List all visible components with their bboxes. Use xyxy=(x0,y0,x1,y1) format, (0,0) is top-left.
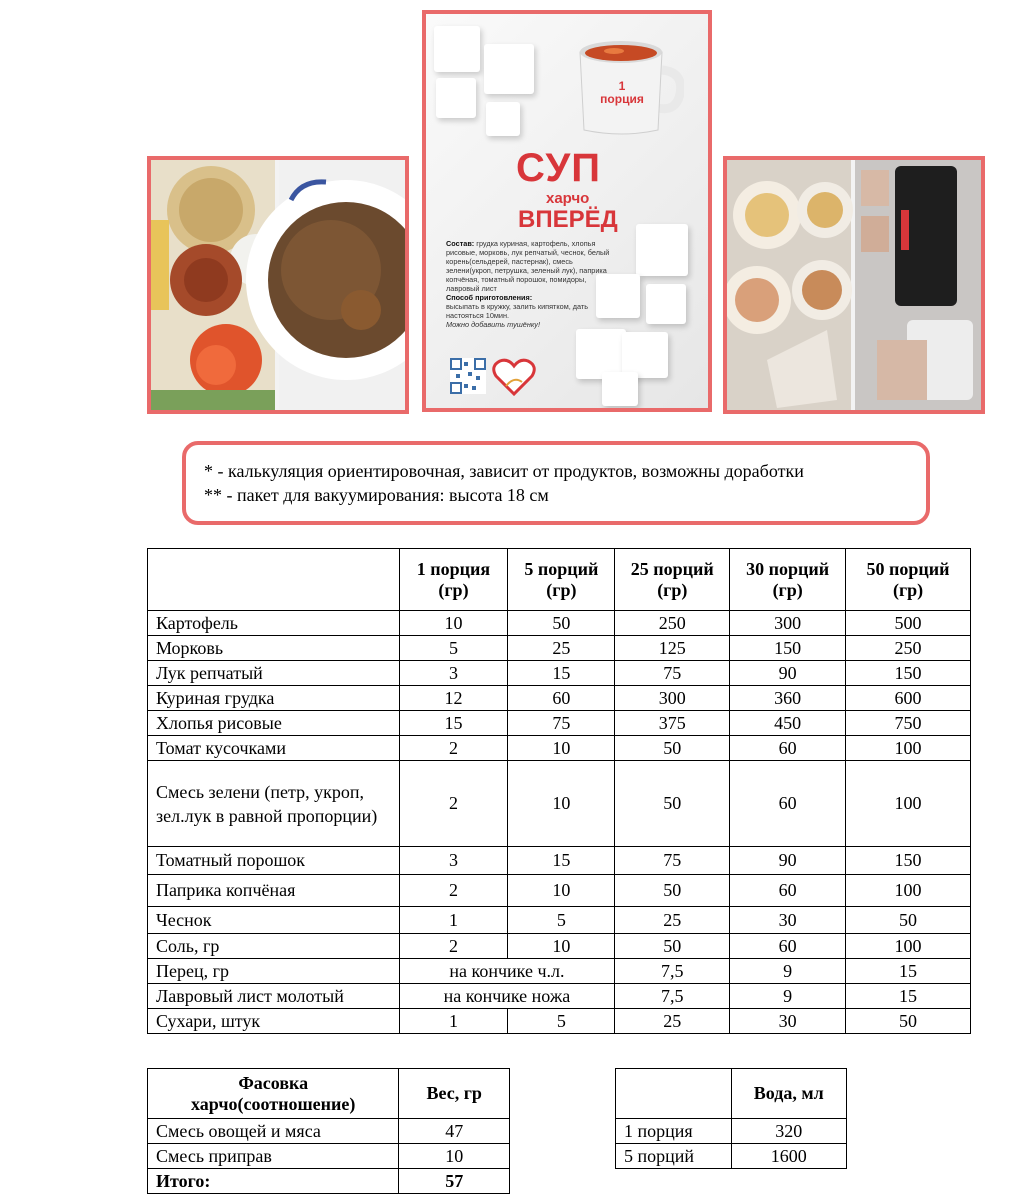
decor-tile xyxy=(486,102,520,136)
value-cell: 125 xyxy=(615,636,730,661)
value-cell: 450 xyxy=(730,711,846,736)
method-label: Способ приготовления: xyxy=(446,293,533,302)
value-cell: 1 xyxy=(399,1009,508,1034)
value-cell: 375 xyxy=(615,711,730,736)
value-cell: 15 xyxy=(399,711,508,736)
value-cell: 25 xyxy=(508,636,615,661)
decor-tile xyxy=(484,44,534,94)
packing-table xyxy=(147,1068,510,1194)
water-value: 320 xyxy=(731,1119,846,1144)
table-row xyxy=(148,984,971,1009)
value-cell: 1 xyxy=(399,907,508,934)
ingredient-name: Томат кусочками xyxy=(148,736,400,761)
decor-tile xyxy=(434,26,480,72)
value-cell: 60 xyxy=(508,686,615,711)
value-cell: 50 xyxy=(846,1009,971,1034)
value-cell: 600 xyxy=(846,686,971,711)
value-cell: 90 xyxy=(730,847,846,875)
spices-soup-image xyxy=(151,160,405,410)
ingredients-table xyxy=(147,548,971,1034)
header-cell: 30 порций (гр) xyxy=(730,549,846,611)
value-cell: 50 xyxy=(615,736,730,761)
header-cell xyxy=(616,1069,732,1119)
value-cell: 60 xyxy=(730,736,846,761)
value-cell: 2 xyxy=(399,934,508,959)
value-cell: 500 xyxy=(846,611,971,636)
header-cell: Вода, мл xyxy=(731,1069,846,1119)
ingredient-name: Хлопья рисовые xyxy=(148,711,400,736)
note-line: * - калькуляция ориентировочная, зависит от продуктов, возможны доработки xyxy=(204,461,804,481)
spices-soup-photo xyxy=(147,156,409,414)
method-text: высыпать в кружку, залить кипятком, дать настояться 10мин. xyxy=(446,302,589,320)
pack-total-value: 57 xyxy=(399,1169,510,1194)
extra-text: Можно добавить тушёнку! xyxy=(446,320,540,329)
value-cell: 15 xyxy=(508,847,615,875)
table-row xyxy=(148,875,971,907)
value-cell: 75 xyxy=(615,661,730,686)
value-cell: 50 xyxy=(508,611,615,636)
value-cell: 15 xyxy=(846,984,971,1009)
table-row xyxy=(616,1144,847,1169)
table-row xyxy=(616,1119,847,1144)
value-cell: 75 xyxy=(508,711,615,736)
value-cell: 10 xyxy=(508,934,615,959)
value-cell: 7,5 xyxy=(615,984,730,1009)
value-cell: 750 xyxy=(846,711,971,736)
value-cell: 100 xyxy=(846,934,971,959)
table-row xyxy=(148,1009,971,1034)
value-cell: 25 xyxy=(615,1009,730,1034)
table-header-row xyxy=(616,1069,847,1119)
decor-tile xyxy=(646,284,686,324)
table-row xyxy=(148,686,971,711)
value-cell: 3 xyxy=(399,847,508,875)
value-cell: 100 xyxy=(846,736,971,761)
header-cell: 1 порция (гр) xyxy=(399,549,508,611)
value-cell: 2 xyxy=(399,736,508,761)
water-portion: 1 порция xyxy=(616,1119,732,1144)
pack-value: 47 xyxy=(399,1119,510,1144)
value-cell: 60 xyxy=(730,934,846,959)
decor-tile xyxy=(436,78,476,118)
heart-logo-icon xyxy=(492,358,536,396)
value-cell: 90 xyxy=(730,661,846,686)
table-row xyxy=(148,959,971,984)
table-row xyxy=(148,736,971,761)
table-row xyxy=(148,1119,510,1144)
value-cell: 2 xyxy=(399,761,508,847)
pack-value: 10 xyxy=(399,1144,510,1169)
composition-text: грудка куриная, картофель, хлопья рисовые, морковь, лук репчатый, чеснок, белый корень(сельдерей, пастернак), смесь зелени(укроп, петрушка, зеленый лук), паприка копчёная, томатный порошок, помидоры, лавровый лист xyxy=(446,239,610,293)
ingredient-name: Перец, гр xyxy=(148,959,400,984)
value-cell: 10 xyxy=(508,761,615,847)
value-cell: 75 xyxy=(615,847,730,875)
value-cell: 12 xyxy=(399,686,508,711)
ingredient-name: Паприка копчёная xyxy=(148,875,400,907)
value-cell: 100 xyxy=(846,761,971,847)
table-header-row xyxy=(148,549,971,611)
value-cell: 10 xyxy=(508,875,615,907)
value-cell: 100 xyxy=(846,875,971,907)
value-cell: 7,5 xyxy=(615,959,730,984)
value-cell: 2 xyxy=(399,875,508,907)
value-cell: 360 xyxy=(730,686,846,711)
ingredient-name: Картофель xyxy=(148,611,400,636)
poster-subtitle: харчо xyxy=(546,190,590,207)
table-row xyxy=(148,711,971,736)
ingredient-name: Смесь зелени (петр, укроп, зел.лук в равной пропорции) xyxy=(148,761,400,847)
value-cell: 30 xyxy=(730,1009,846,1034)
header-cell: 50 порций (гр) xyxy=(846,549,971,611)
ingredient-name: Сухари, штук xyxy=(148,1009,400,1034)
poster-subtitle-2: ВПЕРЁД xyxy=(518,206,618,233)
decor-tile xyxy=(602,372,638,406)
table-row xyxy=(148,934,971,959)
table-row xyxy=(148,761,971,847)
value-cell: 5 xyxy=(508,1009,615,1034)
table-row xyxy=(148,1169,510,1194)
value-cell: 50 xyxy=(615,934,730,959)
ingredient-name: Лук репчатый xyxy=(148,661,400,686)
water-portion: 5 порций xyxy=(616,1144,732,1169)
value-cell: 300 xyxy=(615,686,730,711)
mug-label: 1 порция xyxy=(600,79,644,106)
water-value: 1600 xyxy=(731,1144,846,1169)
table-row xyxy=(148,661,971,686)
value-cell: 50 xyxy=(615,875,730,907)
note-line: ** - пакет для вакуумирования: высота 18 см xyxy=(204,485,549,505)
value-cell: 5 xyxy=(508,907,615,934)
product-poster xyxy=(422,10,712,412)
table-row xyxy=(148,636,971,661)
header-cell: Вес, гр xyxy=(399,1069,510,1119)
value-cell: 15 xyxy=(508,661,615,686)
value-cell: 60 xyxy=(730,875,846,907)
value-cell: 150 xyxy=(730,636,846,661)
value-cell: 30 xyxy=(730,907,846,934)
value-cell: 9 xyxy=(730,959,846,984)
ingredient-name: Лавровый лист молотый xyxy=(148,984,400,1009)
ingredient-name: Куриная грудка xyxy=(148,686,400,711)
value-cell: 150 xyxy=(846,847,971,875)
value-cell: 3 xyxy=(399,661,508,686)
pack-name: Смесь овощей и мяса xyxy=(148,1119,399,1144)
header-cell: Фасовка харчо(соотношение) xyxy=(148,1069,399,1119)
header-cell: 25 порций (гр) xyxy=(615,549,730,611)
decor-tile xyxy=(636,224,688,276)
packaging-photo xyxy=(723,156,985,414)
value-cell: 50 xyxy=(846,907,971,934)
value-cell-merged: на кончике ножа xyxy=(399,984,615,1009)
value-cell: 15 xyxy=(846,959,971,984)
value-cell: 10 xyxy=(399,611,508,636)
water-table xyxy=(615,1068,847,1169)
composition-label: Состав: xyxy=(446,239,475,248)
ingredient-name: Томатный порошок xyxy=(148,847,400,875)
ingredient-name: Чеснок xyxy=(148,907,400,934)
value-cell: 150 xyxy=(846,661,971,686)
ingredient-name: Морковь xyxy=(148,636,400,661)
value-cell: 300 xyxy=(730,611,846,636)
value-cell: 50 xyxy=(615,761,730,847)
pack-name: Смесь приправ xyxy=(148,1144,399,1169)
value-cell: 250 xyxy=(846,636,971,661)
poster-description xyxy=(446,239,616,329)
poster-title: СУП xyxy=(516,146,601,190)
value-cell: 60 xyxy=(730,761,846,847)
value-cell: 10 xyxy=(508,736,615,761)
header-cell xyxy=(148,549,400,611)
notes-box xyxy=(182,441,930,525)
table-row xyxy=(148,1144,510,1169)
value-cell-merged: на кончике ч.л. xyxy=(399,959,615,984)
packaging-image xyxy=(727,160,981,410)
value-cell: 250 xyxy=(615,611,730,636)
table-row xyxy=(148,907,971,934)
qr-code-icon xyxy=(450,358,486,394)
value-cell: 25 xyxy=(615,907,730,934)
table-row xyxy=(148,611,971,636)
value-cell: 9 xyxy=(730,984,846,1009)
ingredient-name: Соль, гр xyxy=(148,934,400,959)
header-cell: 5 порций (гр) xyxy=(508,549,615,611)
table-row xyxy=(148,847,971,875)
table-header-row xyxy=(148,1069,510,1119)
value-cell: 5 xyxy=(399,636,508,661)
pack-total-label: Итого: xyxy=(148,1169,399,1194)
